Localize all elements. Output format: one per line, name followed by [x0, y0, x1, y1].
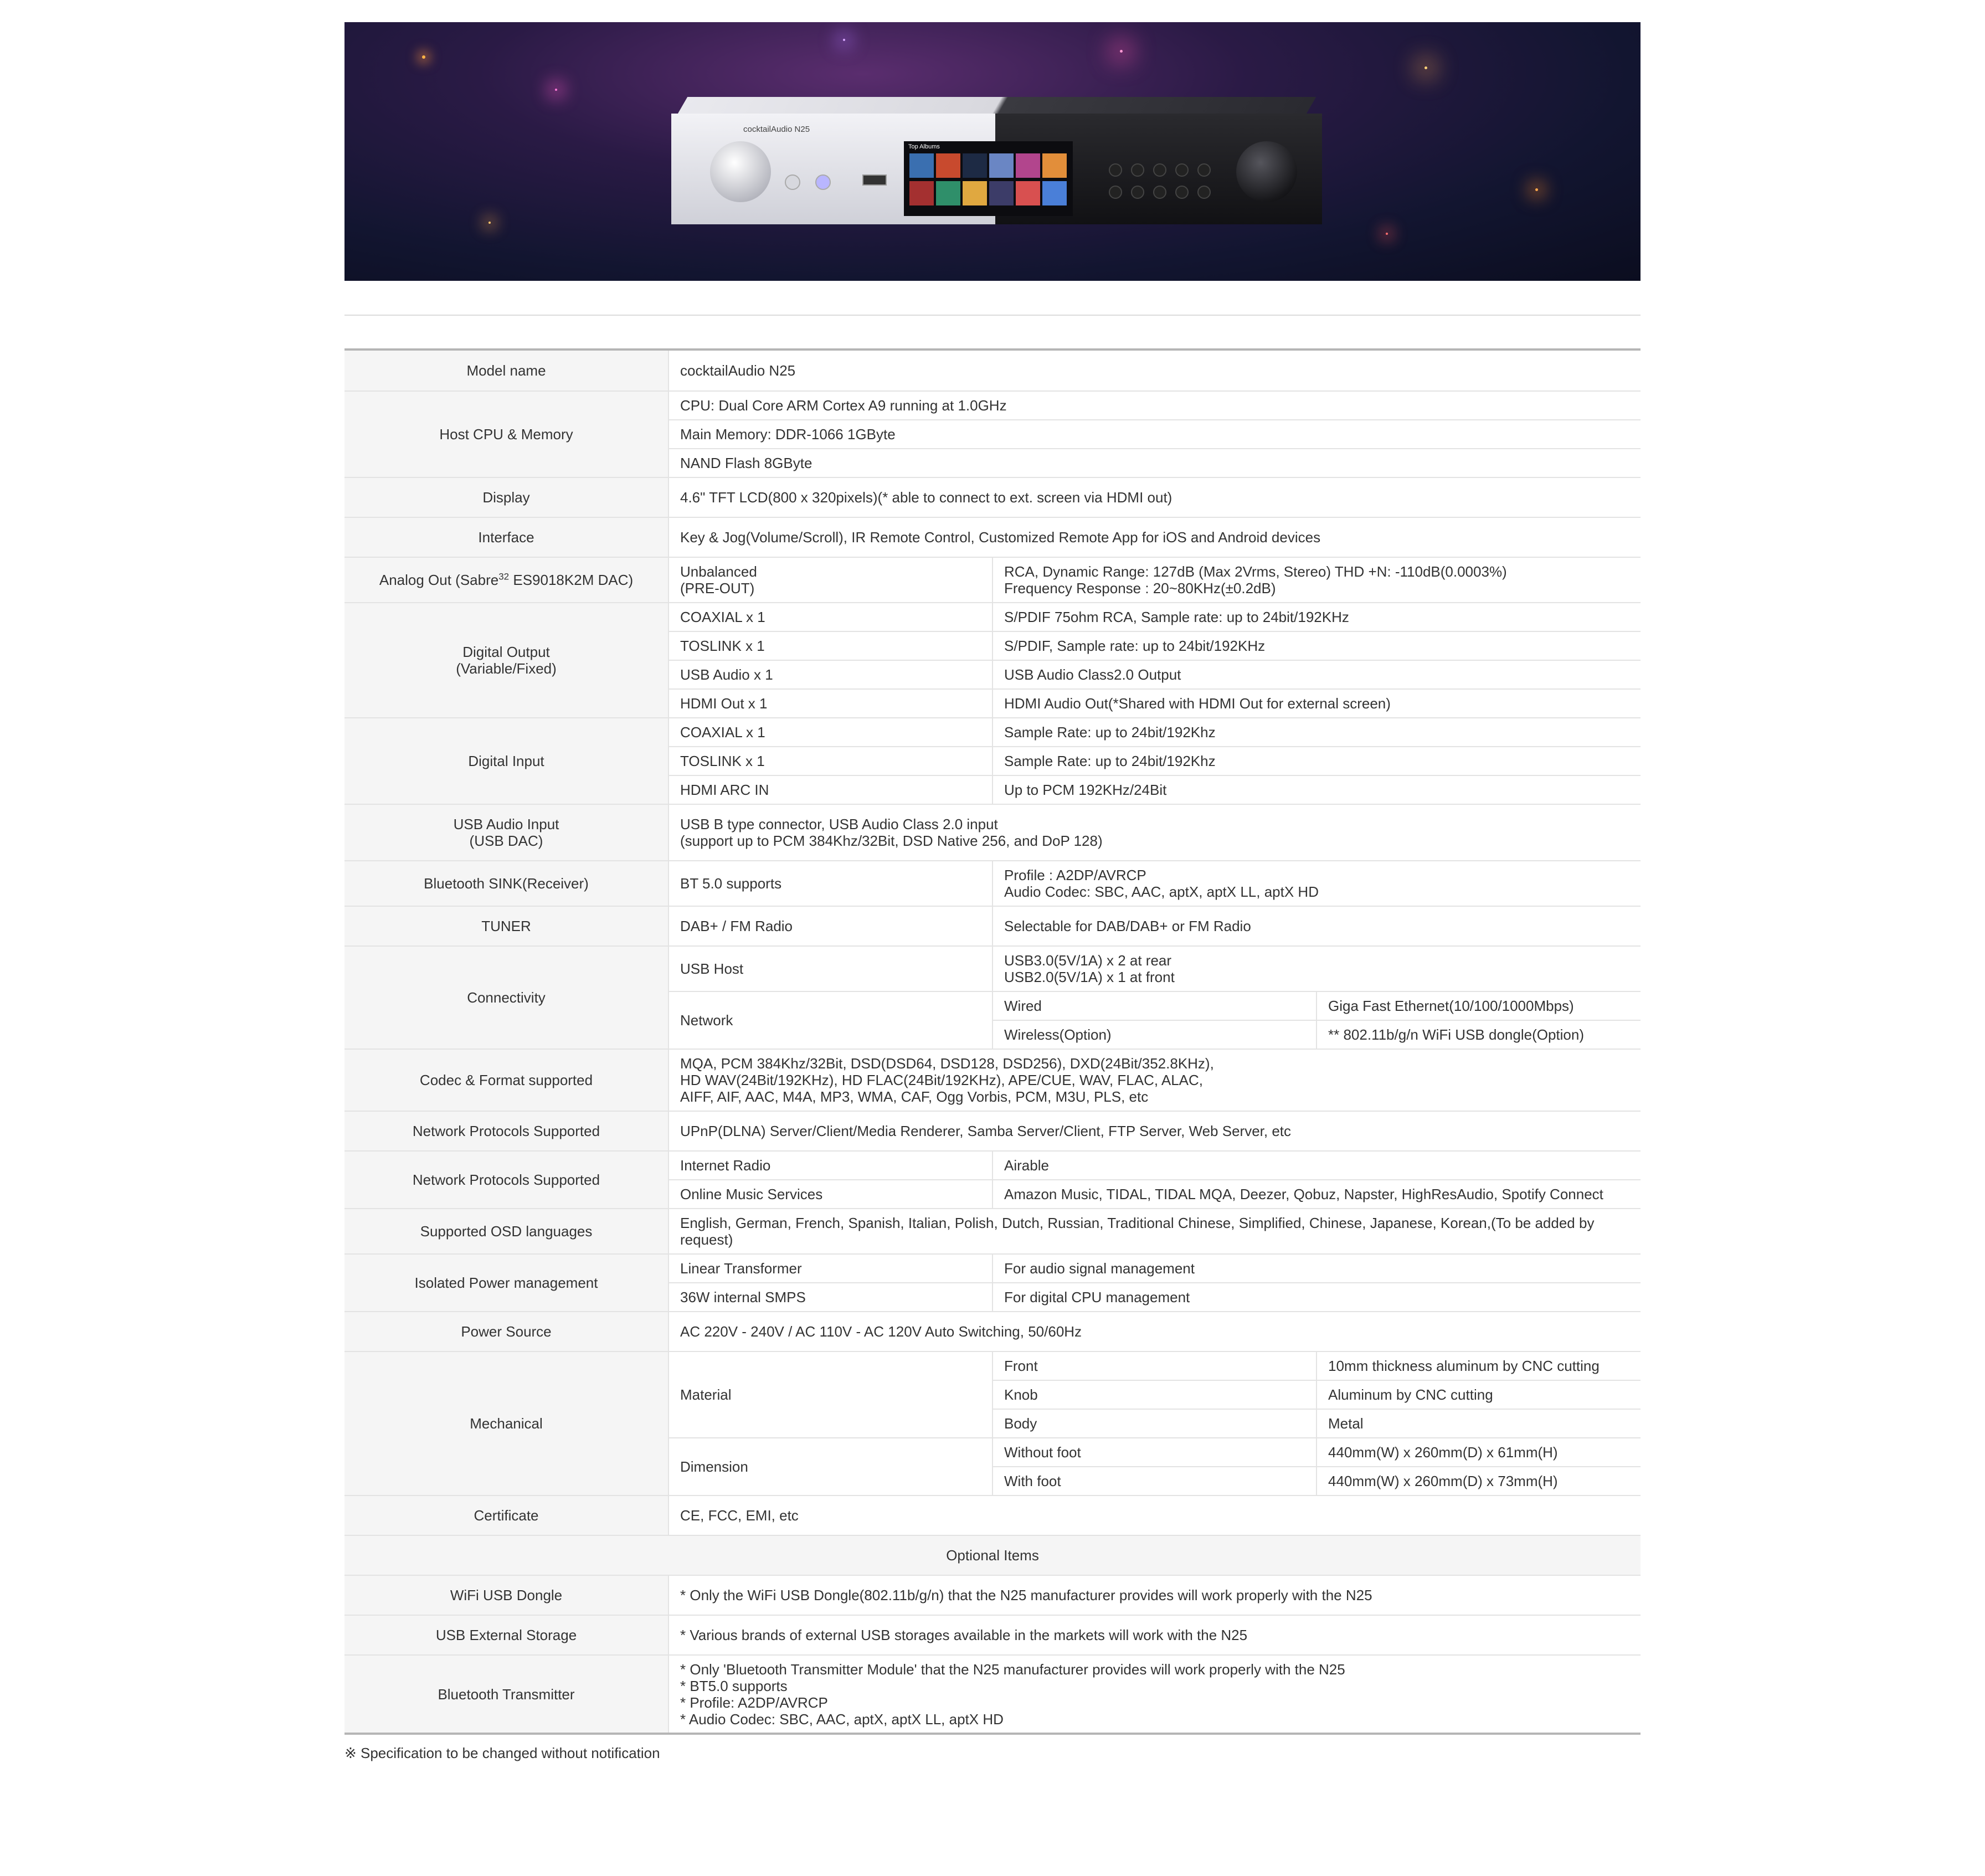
spec-row-certificate — [344, 1495, 1641, 1535]
label-line: (USB DAC) — [469, 832, 543, 849]
spec-value: cocktailAudio N25 — [668, 351, 1641, 391]
spec-value: For digital CPU management — [992, 1283, 1641, 1312]
value-line: USB3.0(5V/1A) x 2 at rear — [1004, 952, 1172, 969]
screen-title: Top Albums — [908, 143, 940, 150]
spec-row-power-mgmt — [344, 1254, 1641, 1283]
optional-items-header — [344, 1535, 1641, 1575]
spec-value — [668, 557, 992, 603]
spec-value — [992, 557, 1641, 603]
spec-label — [344, 804, 668, 861]
device-screen — [904, 141, 1073, 216]
spec-name: Wired — [992, 991, 1317, 1020]
spec-name: Online Music Services — [668, 1180, 992, 1209]
spec-value: Sample Rate: up to 24bit/192Khz — [992, 747, 1641, 775]
value-line: * Profile: A2DP/AVRCP — [680, 1694, 828, 1711]
divider — [344, 315, 1641, 316]
spec-value: * Only the WiFi USB Dongle(802.11b/g/n) that the N25 manufacturer provides will work properly with the N25 — [668, 1575, 1641, 1615]
spec-row-analog-out — [344, 557, 1641, 603]
spec-row-digital-out — [344, 603, 1641, 631]
spec-value: Sample Rate: up to 24bit/192Khz — [992, 718, 1641, 747]
value-line: USB2.0(5V/1A) x 1 at front — [1004, 969, 1175, 985]
value-line: Frequency Response : 20~80KHz(±0.2dB) — [1004, 580, 1276, 597]
spec-row-interface — [344, 517, 1641, 557]
spec-label: Network Protocols Supported — [344, 1151, 668, 1209]
spec-label: Isolated Power management — [344, 1254, 668, 1312]
label-part: ES9018K2M DAC) — [509, 572, 634, 588]
spec-label: WiFi USB Dongle — [344, 1575, 668, 1615]
spec-name: Knob — [992, 1380, 1317, 1409]
spec-label: Bluetooth SINK(Receiver) — [344, 861, 668, 906]
spec-label: Supported OSD languages — [344, 1209, 668, 1254]
spec-label: Model name — [344, 351, 668, 391]
value-line: * Only 'Bluetooth Transmitter Module' that the N25 manufacturer provides will work properly with the N25 — [680, 1661, 1345, 1678]
spec-row-cpu — [344, 391, 1641, 420]
spec-value: English, German, French, Spanish, Italian, Polish, Dutch, Russian, Traditional Chinese, Simplified, Chinese, Japanese, Korean,(To be added by request) — [668, 1209, 1641, 1254]
spec-value: NAND Flash 8GByte — [668, 449, 1641, 477]
spec-name: HDMI ARC IN — [668, 775, 992, 804]
spec-row-model — [344, 351, 1641, 391]
spec-label: TUNER — [344, 906, 668, 946]
spec-value — [668, 1049, 1641, 1111]
spec-value: Main Memory: DDR-1066 1GByte — [668, 420, 1641, 449]
spec-value: USB Audio Class2.0 Output — [992, 660, 1641, 689]
spec-value: HDMI Audio Out(*Shared with HDMI Out for external screen) — [992, 689, 1641, 718]
spec-row-usb-dac — [344, 804, 1641, 861]
spec-label: Digital Input — [344, 718, 668, 804]
value-line: Audio Codec: SBC, AAC, aptX, aptX LL, aptX HD — [1004, 883, 1319, 900]
spec-row-net-services — [344, 1151, 1641, 1180]
spec-value: Selectable for DAB/DAB+ or FM Radio — [992, 906, 1641, 946]
spec-label — [344, 603, 668, 718]
spec-name: Without foot — [992, 1438, 1317, 1467]
value-line: * Audio Codec: SBC, AAC, aptX, aptX LL, aptX HD — [680, 1710, 1004, 1728]
spec-name: With foot — [992, 1467, 1317, 1495]
spec-label: Host CPU & Memory — [344, 391, 668, 477]
spec-row-connectivity — [344, 946, 1641, 991]
spec-label: Certificate — [344, 1495, 668, 1535]
spec-name: USB Host — [668, 946, 992, 991]
spec-value: Up to PCM 192KHz/24Bit — [992, 775, 1641, 804]
spec-value — [668, 1655, 1641, 1734]
value-line: RCA, Dynamic Range: 127dB (Max 2Vrms, Stereo) THD +N: -110dB(0.0003%) — [1004, 563, 1507, 580]
spec-name: Front — [992, 1351, 1317, 1380]
label-line: Digital Output — [462, 644, 550, 660]
spec-name: Internet Radio — [668, 1151, 992, 1180]
footnote: ※ Specification to be changed without notification — [344, 1745, 660, 1761]
spec-label: Bluetooth Transmitter — [344, 1655, 668, 1734]
value-line: AIFF, AIF, AAC, M4A, MP3, WMA, CAF, Ogg Vorbis, PCM, M3U, PLS, etc — [680, 1088, 1149, 1105]
spec-name: TOSLINK x 1 — [668, 631, 992, 660]
volume-knob — [710, 141, 771, 202]
spec-value: 4.6" TFT LCD(800 x 320pixels)(* able to connect to ext. screen via HDMI out) — [668, 477, 1641, 517]
spec-name: COAXIAL x 1 — [668, 603, 992, 631]
spec-value: ** 802.11b/g/n WiFi USB dongle(Option) — [1317, 1020, 1641, 1049]
spec-label: Mechanical — [344, 1351, 668, 1495]
label-line: (Variable/Fixed) — [456, 660, 557, 677]
spec-row-power-source — [344, 1312, 1641, 1351]
spec-label: Codec & Format supported — [344, 1049, 668, 1111]
value-line: (PRE-OUT) — [680, 580, 755, 597]
spec-value: CE, FCC, EMI, etc — [668, 1495, 1641, 1535]
jog-knob — [1236, 141, 1297, 202]
product-image — [671, 97, 1322, 227]
spec-label: Display — [344, 477, 668, 517]
spec-value: CPU: Dual Core ARM Cortex A9 running at 1.0GHz — [668, 391, 1641, 420]
spec-value: Metal — [1317, 1409, 1641, 1438]
value-line: Unbalanced — [680, 563, 757, 580]
spec-row-digital-in — [344, 718, 1641, 747]
spec-label: USB External Storage — [344, 1615, 668, 1655]
value-line: USB B type connector, USB Audio Class 2.0 input — [680, 816, 998, 832]
value-line: HD WAV(24Bit/192KHz), HD FLAC(24Bit/192KHz), APE/CUE, WAV, FLAC, ALAC, — [680, 1072, 1203, 1088]
spec-row-usb-storage — [344, 1615, 1641, 1655]
spec-row-net-protocols — [344, 1111, 1641, 1151]
spec-name: USB Audio x 1 — [668, 660, 992, 689]
spec-name: Material — [668, 1351, 992, 1438]
spec-row-display — [344, 477, 1641, 517]
spec-value: Aluminum by CNC cutting — [1317, 1380, 1641, 1409]
spec-name: COAXIAL x 1 — [668, 718, 992, 747]
value-line: Profile : A2DP/AVRCP — [1004, 867, 1146, 883]
value-line: * BT5.0 supports — [680, 1677, 788, 1694]
spec-row-osd — [344, 1209, 1641, 1254]
spec-name: Body — [992, 1409, 1317, 1438]
spec-label: Connectivity — [344, 946, 668, 1049]
spec-row-mechanical — [344, 1351, 1641, 1380]
spec-value: 440mm(W) x 260mm(D) x 61mm(H) — [1317, 1438, 1641, 1467]
spec-value: 10mm thickness aluminum by CNC cutting — [1317, 1351, 1641, 1380]
spec-name: Network — [668, 991, 992, 1049]
spec-label: Network Protocols Supported — [344, 1111, 668, 1151]
spec-table — [344, 351, 1641, 1735]
spec-value: Key & Jog(Volume/Scroll), IR Remote Control, Customized Remote App for iOS and Android devices — [668, 517, 1641, 557]
spec-name: HDMI Out x 1 — [668, 689, 992, 718]
spec-value: S/PDIF 75ohm RCA, Sample rate: up to 24bit/192KHz — [992, 603, 1641, 631]
spec-value: 440mm(W) x 260mm(D) x 73mm(H) — [1317, 1467, 1641, 1495]
spec-value — [992, 861, 1641, 906]
spec-row-bt-transmitter — [344, 1655, 1641, 1734]
value-line: MQA, PCM 384Khz/32Bit, DSD(DSD64, DSD128, DSD256), DXD(24Bit/352.8KHz), — [680, 1055, 1214, 1072]
spec-name: Linear Transformer — [668, 1254, 992, 1283]
spec-row-tuner — [344, 906, 1641, 946]
spec-label — [344, 557, 668, 603]
spec-row-bluetooth — [344, 861, 1641, 906]
spec-name: BT 5.0 supports — [668, 861, 992, 906]
spec-label: Power Source — [344, 1312, 668, 1351]
spec-value: * Various brands of external USB storages available in the markets will work with the N25 — [668, 1615, 1641, 1655]
spec-value: AC 220V - 240V / AC 110V - AC 120V Auto Switching, 50/60Hz — [668, 1312, 1641, 1351]
spec-name: TOSLINK x 1 — [668, 747, 992, 775]
spec-value: Giga Fast Ethernet(10/100/1000Mbps) — [1317, 991, 1641, 1020]
spec-row-codec — [344, 1049, 1641, 1111]
spec-value — [668, 804, 1641, 861]
spec-name: DAB+ / FM Radio — [668, 906, 992, 946]
spec-label: Interface — [344, 517, 668, 557]
spec-name: 36W internal SMPS — [668, 1283, 992, 1312]
value-line: (support up to PCM 384Khz/32Bit, DSD Native 256, and DoP 128) — [680, 832, 1103, 849]
device-brand: cocktailAudio N25 — [743, 125, 810, 134]
spec-value: UPnP(DLNA) Server/Client/Media Renderer, Samba Server/Client, FTP Server, Web Server, etc — [668, 1111, 1641, 1151]
hero-banner — [344, 22, 1641, 281]
spec-value: S/PDIF, Sample rate: up to 24bit/192KHz — [992, 631, 1641, 660]
spec-name: Dimension — [668, 1438, 992, 1495]
label-line: USB Audio Input — [453, 816, 559, 832]
spec-row-wifi-dongle — [344, 1575, 1641, 1615]
spec-name: Wireless(Option) — [992, 1020, 1317, 1049]
spec-value — [992, 946, 1641, 991]
section-heading: Optional Items — [344, 1535, 1641, 1575]
spec-value: Airable — [992, 1151, 1641, 1180]
label-sup: 32 — [498, 571, 510, 582]
spec-value: Amazon Music, TIDAL, TIDAL MQA, Deezer, Qobuz, Napster, HighResAudio, Spotify Connect — [992, 1180, 1641, 1209]
spec-value: For audio signal management — [992, 1254, 1641, 1283]
label-part: Analog Out (Sabre — [379, 572, 499, 588]
